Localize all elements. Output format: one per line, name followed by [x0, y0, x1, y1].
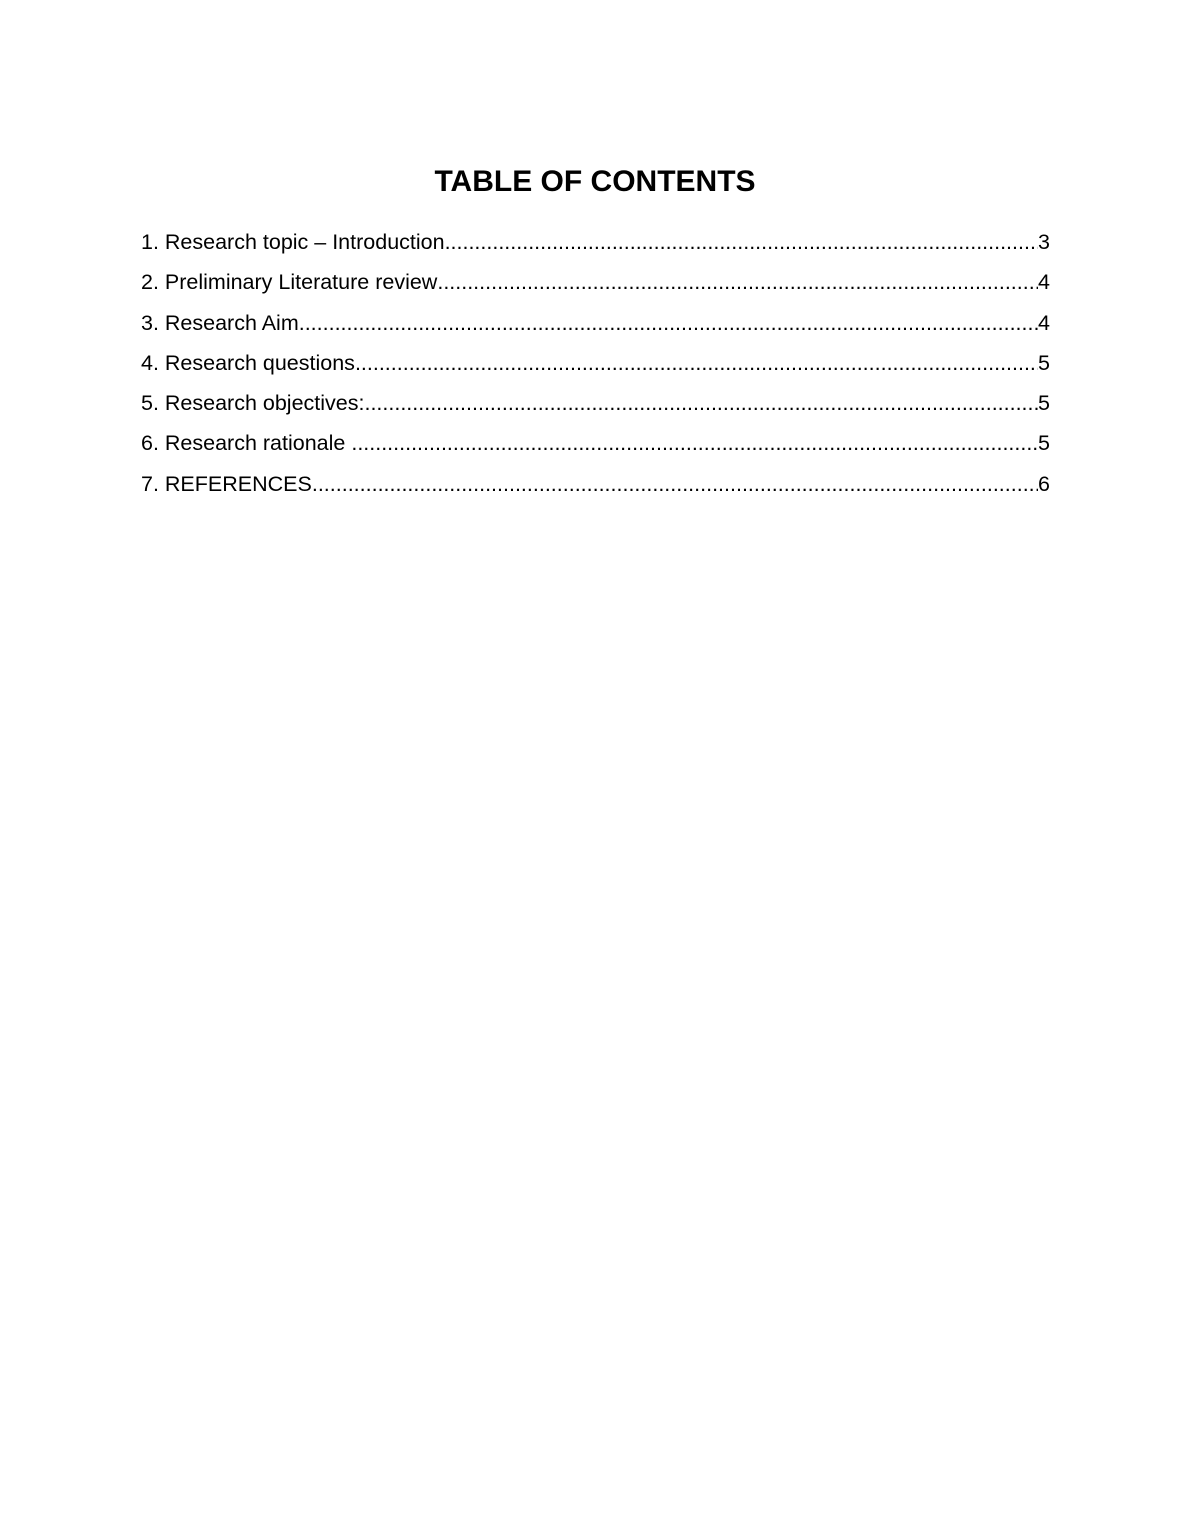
toc-dot-leader: [355, 343, 1038, 383]
toc-list: [141, 222, 1050, 504]
toc-entry[interactable]: [141, 222, 1050, 262]
toc-entry-label: 5. Research objectives:: [141, 391, 365, 416]
toc-title: TABLE OF CONTENTS: [434, 165, 756, 198]
toc-entry-page: 4: [1038, 270, 1050, 295]
toc-entry-page: 3: [1038, 230, 1050, 254]
toc-entry-page: 5: [1038, 350, 1050, 375]
toc-entry-label: 2. Preliminary Literature review: [141, 270, 438, 295]
toc-entry-label: 7. REFERENCES: [141, 471, 312, 496]
toc-entry[interactable]: [141, 343, 1050, 383]
toc-entry[interactable]: [141, 423, 1050, 463]
toc-entry-label: 1. Research topic – Introduction: [141, 230, 445, 254]
toc-dot-leader: [299, 303, 1038, 343]
toc-entry-page: 5: [1038, 391, 1050, 416]
toc-entry-label: 3. Research Aim: [141, 310, 299, 335]
toc-entry-page: 5: [1038, 431, 1050, 456]
toc-entry[interactable]: [141, 262, 1050, 302]
toc-entry-page: 6: [1038, 471, 1050, 496]
toc-dot-leader: [445, 222, 1038, 262]
toc-entry[interactable]: [141, 383, 1050, 423]
toc-dot-leader: [364, 383, 1038, 423]
toc-entry-label: 4. Research questions: [141, 350, 355, 375]
toc-dot-leader: [351, 423, 1038, 463]
toc-dot-leader: [312, 464, 1038, 504]
toc-entry[interactable]: [141, 464, 1050, 504]
toc-entry[interactable]: [141, 303, 1050, 343]
toc-dot-leader: [437, 262, 1038, 302]
toc-entry-page: 4: [1038, 310, 1050, 335]
toc-entry-label: 6. Research rationale: [141, 431, 352, 456]
